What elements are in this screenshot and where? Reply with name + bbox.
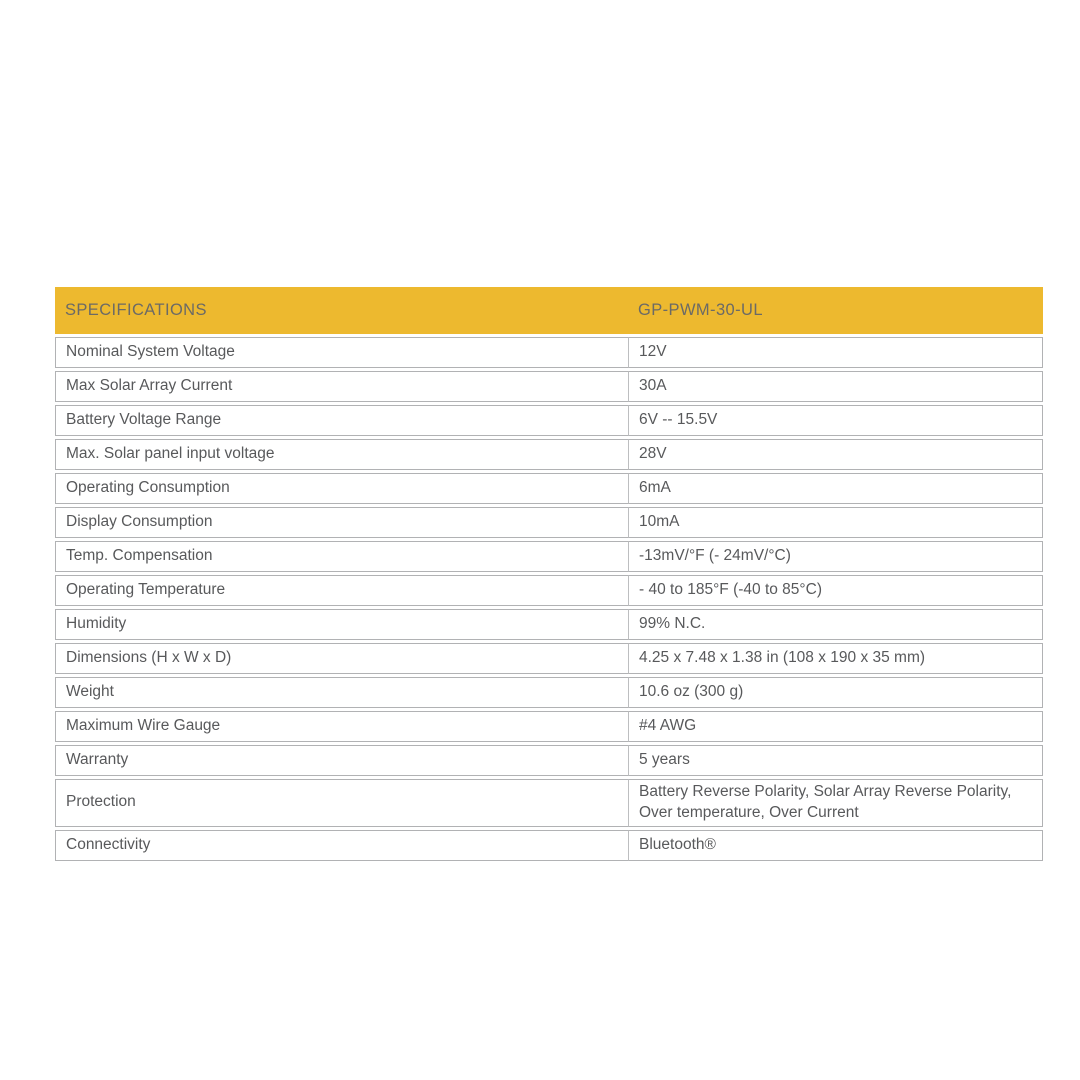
table-row [55,507,1043,538]
spec-value: -13mV/°F (- 24mV/°C) [628,541,1043,572]
spec-value: 10.6 oz (300 g) [628,677,1043,708]
spec-label: Max. Solar panel input voltage [55,439,628,470]
spec-value: 6V -- 15.5V [628,405,1043,436]
table-row [55,677,1043,708]
spec-value: 12V [628,337,1043,368]
table-row [55,643,1043,674]
spec-value: Bluetooth® [628,830,1043,861]
spec-label: Weight [55,677,628,708]
table-row [55,745,1043,776]
spec-label: Humidity [55,609,628,640]
spec-value: 30A [628,371,1043,402]
spec-label: Temp. Compensation [55,541,628,572]
table-row [55,405,1043,436]
spec-label: Protection [55,779,628,827]
spec-value: - 40 to 185°F (-40 to 85°C) [628,575,1043,606]
spec-value: 6mA [628,473,1043,504]
spec-label: Battery Voltage Range [55,405,628,436]
table-row [55,541,1043,572]
table-row [55,439,1043,470]
spec-table [55,284,1043,864]
table-row [55,711,1043,742]
spec-value: #4 AWG [628,711,1043,742]
spec-label: Max Solar Array Current [55,371,628,402]
spec-label: Connectivity [55,830,628,861]
header-col-specifications: SPECIFICATIONS [55,287,628,334]
spec-label: Maximum Wire Gauge [55,711,628,742]
table-row [55,609,1043,640]
spec-label: Operating Consumption [55,473,628,504]
table-row [55,830,1043,861]
spec-value: 5 years [628,745,1043,776]
spec-label: Display Consumption [55,507,628,538]
spec-value: Battery Reverse Polarity, Solar Array Reverse Polarity, Over temperature, Over Current [628,779,1043,827]
table-header-row [55,287,1043,334]
spec-label: Nominal System Voltage [55,337,628,368]
table-row [55,371,1043,402]
spec-value: 4.25 x 7.48 x 1.38 in (108 x 190 x 35 mm) [628,643,1043,674]
spec-value: 99% N.C. [628,609,1043,640]
table-row [55,473,1043,504]
header-col-model: GP-PWM-30-UL [628,287,1043,334]
spec-label: Dimensions (H x W x D) [55,643,628,674]
spec-value: 28V [628,439,1043,470]
table-row [55,575,1043,606]
spec-value: 10mA [628,507,1043,538]
spec-label: Operating Temperature [55,575,628,606]
spec-label: Warranty [55,745,628,776]
table-row [55,779,1043,827]
table-row [55,337,1043,368]
